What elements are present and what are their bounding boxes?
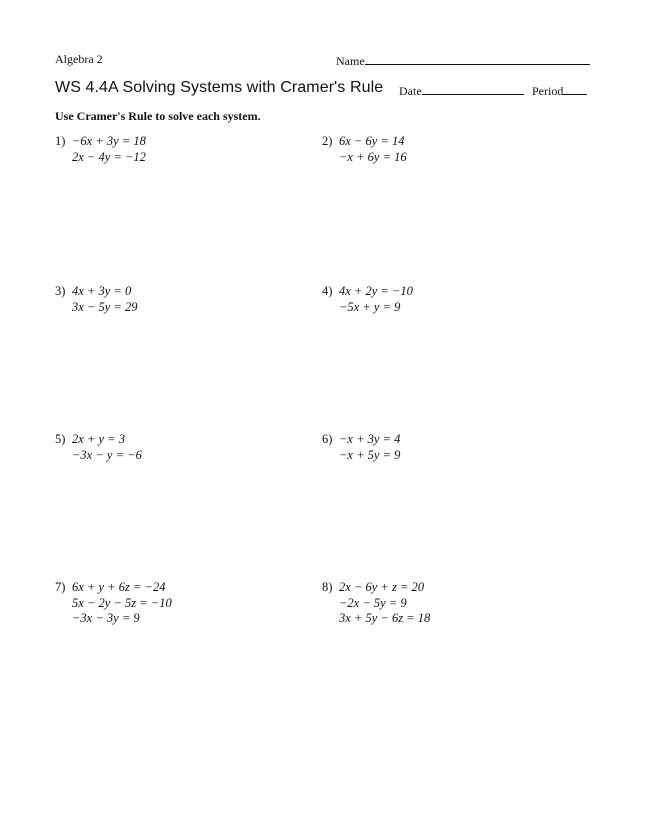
equation-system: [72, 432, 142, 463]
equation: −6x + 3y = 18: [72, 134, 146, 148]
problem-number: 6): [322, 432, 333, 446]
problem-number: 5): [55, 432, 66, 446]
equation-system: [339, 580, 430, 627]
date-blank-line: [422, 82, 524, 95]
equation: −5x + y = 9: [339, 299, 401, 314]
equation-system: [72, 284, 137, 315]
problem-number: 1): [55, 134, 66, 148]
period-blank-line: [563, 82, 587, 95]
equation: 6x − 6y = 14: [339, 134, 405, 148]
name-blank-line: [365, 52, 590, 65]
equation: 5x − 2y − 5z = −10: [72, 595, 172, 610]
date-label: Date: [399, 84, 422, 98]
date-field: [399, 82, 524, 99]
equation: −x + 6y = 16: [339, 149, 407, 164]
name-label: Name: [336, 54, 365, 68]
equation: −3x − y = −6: [72, 447, 142, 462]
equation: −3x − 3y = 9: [72, 611, 140, 625]
equation-system: [339, 284, 413, 315]
equation: 4x + 2y = −10: [339, 284, 413, 298]
problem-number: 8): [322, 580, 333, 594]
period-field: [532, 82, 587, 99]
equation-system: [339, 134, 407, 165]
instructions: Use Cramer's Rule to solve each system.: [55, 109, 261, 123]
equation: −2x − 5y = 9: [339, 595, 407, 610]
equation: 3x + 5y − 6z = 18: [339, 611, 431, 625]
equation: −x + 5y = 9: [339, 447, 401, 462]
equation-system: [72, 134, 146, 165]
name-field: [336, 52, 590, 69]
problem-number: 4): [322, 284, 333, 298]
equation-system: [339, 432, 400, 463]
problem-number: 3): [55, 284, 66, 298]
equation: 2x − 4y = −12: [72, 149, 146, 164]
page-title: WS 4.4A Solving Systems with Cramer's Rule: [55, 79, 384, 96]
equation: 6x + y + 6z = −24: [72, 580, 166, 594]
equation: 2x − 6y + z = 20: [339, 580, 425, 594]
equation: −x + 3y = 4: [339, 432, 401, 446]
equation: 2x + y = 3: [72, 432, 125, 446]
period-label: Period: [532, 84, 564, 98]
problem-number: 2): [322, 134, 333, 148]
equation-system: [72, 580, 172, 627]
equation: 4x + 3y = 0: [72, 284, 132, 298]
problem-number: 7): [55, 580, 66, 594]
equation: 3x − 5y = 29: [72, 299, 138, 314]
course-label: Algebra 2: [55, 52, 103, 66]
